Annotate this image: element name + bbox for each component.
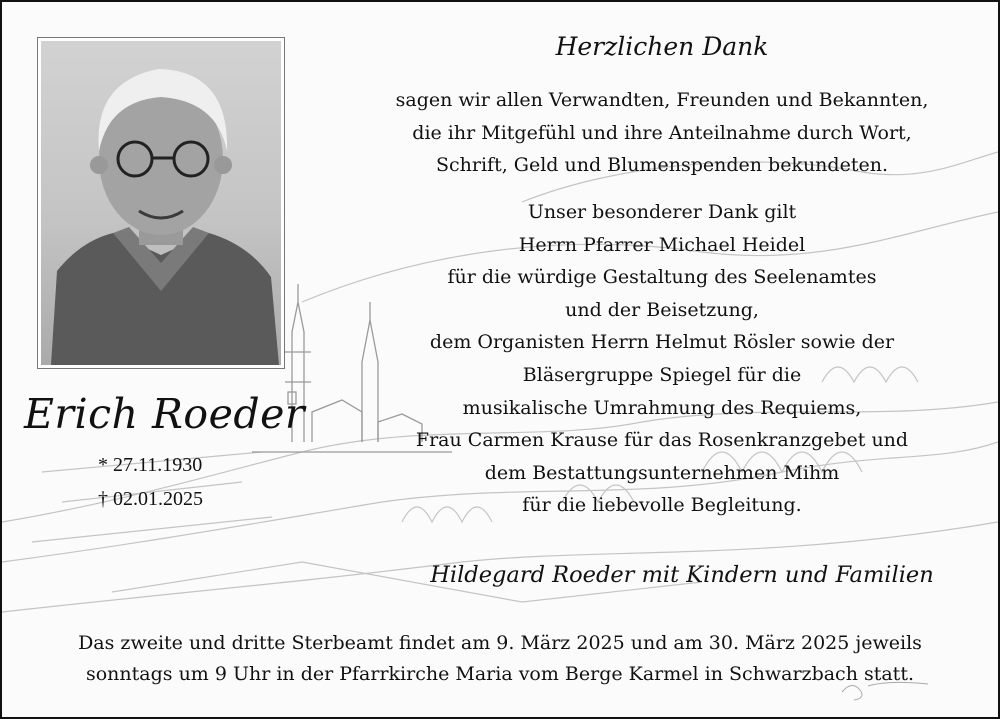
- special-line: Frau Carmen Krause für das Rosenkranzgebet und: [415, 429, 909, 452]
- intro-line: die ihr Mitgefühl und ihre Anteilnahme durch Wort,: [412, 121, 912, 144]
- special-thanks: [332, 196, 992, 522]
- special-line: für die würdige Gestaltung des Seelenamtes: [447, 266, 877, 289]
- life-dates: [98, 448, 203, 516]
- special-line: für die liebevolle Begleitung.: [522, 494, 802, 517]
- special-line: Unser besonderer Dank gilt: [527, 201, 797, 223]
- death-date: † 02.01.2025: [98, 488, 203, 510]
- portrait-photo: [38, 38, 284, 368]
- special-line: dem Bestattungsunternehmen Mihm: [484, 461, 840, 484]
- birth-date: * 27.11.1930: [98, 454, 203, 476]
- deceased-name: Erich Roeder: [24, 390, 305, 438]
- intro-line: sagen wir allen Verwandten, Freunden und Bekannten,: [395, 89, 929, 111]
- special-line: und der Beisetzung,: [565, 298, 759, 321]
- footer-line: sonntags um 9 Uhr in der Pfarrkirche Maria vom Berge Karmel in Schwarzbach statt.: [85, 663, 914, 685]
- thanks-heading: Herzlichen Dank: [555, 32, 769, 61]
- intro-line: Schrift, Geld und Blumenspenden bekundeten.: [436, 154, 888, 177]
- footer-line: Das zweite und dritte Sterbeamt findet am 9. März 2025 und am 30. März 2025 jeweils: [78, 632, 922, 654]
- special-line: musikalische Umrahmung des Requiems,: [462, 396, 862, 419]
- thanks-intro: [332, 84, 992, 182]
- memorial-service-notice: [22, 628, 978, 690]
- special-line: Bläsergruppe Spiegel für die: [522, 363, 802, 386]
- family-signature: Hildegard Roeder mit Kindern und Familien: [430, 562, 934, 588]
- special-line: Herrn Pfarrer Michael Heidel: [518, 233, 806, 256]
- special-line: dem Organisten Herrn Helmut Rösler sowie der: [429, 331, 895, 354]
